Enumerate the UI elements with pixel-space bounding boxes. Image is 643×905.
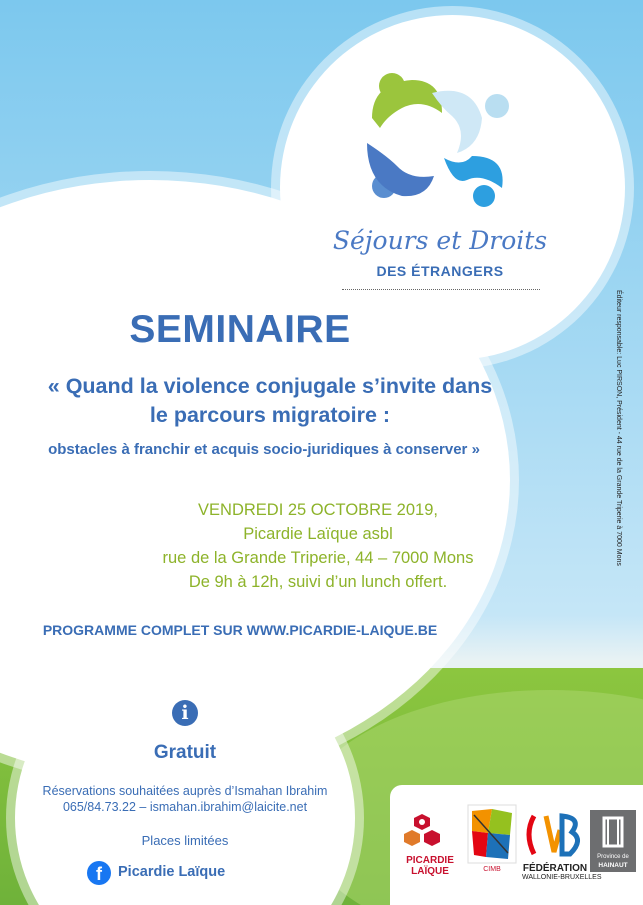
event-venue: Picardie Laïque asbl [243,525,393,543]
quote-line-2: le parcours migratoire : [149,403,391,427]
event-date: VENDREDI 25 OCTOBRE 2019, [198,501,438,519]
quote-line-3: obstacles à franchir et acquis socio-juridiques à conserver » [48,441,480,458]
picardie-text-2: LAÏQUE [411,866,449,877]
cimb-logo [466,803,518,875]
logo-divider [342,289,540,290]
page-title: SEMINAIRE [129,308,351,351]
info-icon: i [172,700,198,726]
places-limited: Places limitées [141,833,229,848]
logo-script-title: Séjours et Droits [332,226,548,255]
event-address: rue de la Grande Triperie, 44 – 7000 Mons [162,549,474,567]
reservation-text: Réservations souhaitées auprès d’Ismahan Ibrahim [42,784,328,798]
hainaut-logo [590,810,636,872]
picardie-hexagon-icon [402,812,442,850]
program-link[interactable]: PROGRAMME COMPLET SUR WWW.PICARDIE-LAIQUE.BE [42,622,438,638]
logo-subtitle: DES ÉTRANGERS [376,263,504,279]
event-hours: De 9h à 12h, suivi d’un lunch offert. [188,573,448,591]
hainaut-mark-icon [590,810,636,854]
contact-text[interactable]: 065/84.73.22 – ismahan.ibrahim@laicite.net [62,800,308,814]
publisher-note: Éditeur responsable: Luc PIRSON, Président - 44 rue de la Grande Triperie à 7000 Mons [615,290,622,566]
picardie-text-1: PICARDIE [406,855,454,866]
hainaut-text-1: Province de [597,854,629,860]
price-label: Gratuit [153,742,217,763]
cimb-mark-icon [466,803,518,875]
svg-text:CIMB: CIMB [483,866,501,873]
quote-line-1: « Quand la violence conjugale s’invite dans [47,374,493,398]
facebook-icon[interactable]: f [87,861,111,885]
fwb-text-2: WALLONIE-BRUXELLES [522,874,602,881]
facebook-label[interactable]: Picardie Laïque [118,864,226,880]
fwb-mark-icon [522,810,588,858]
sde-logo-icon [362,68,522,228]
federation-wallonie-bruxelles-logo [522,810,602,881]
picardie-laique-logo [402,812,458,877]
hainaut-text-2: HAINAUT [598,862,628,869]
fwb-text-1: FÉDÉRATION [522,863,588,874]
